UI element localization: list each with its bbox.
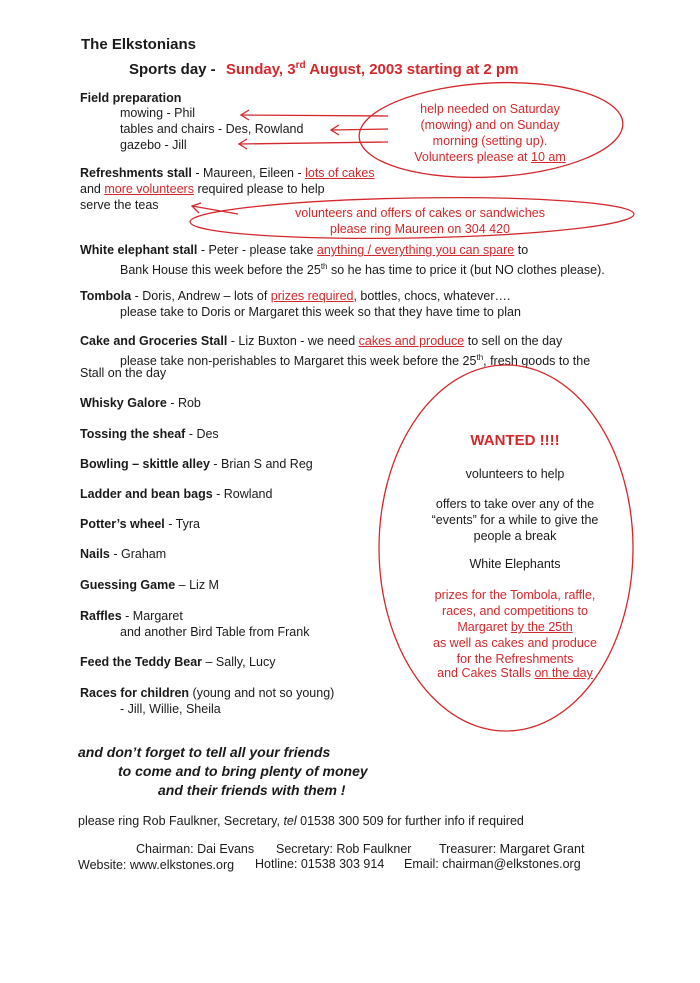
event-item-title: Feed the Teddy Bear	[80, 655, 203, 669]
arrow-tables-line	[331, 129, 388, 130]
event-date-a: Sunday, 3	[225, 61, 296, 78]
field-title: Field preparation	[80, 91, 182, 105]
wanted-prizes-6a: and Cakes Stalls	[437, 666, 535, 680]
refreshments-and: and	[80, 182, 105, 196]
wanted-prizes-3a: Margaret	[457, 620, 511, 634]
cake-line3: Stall on the day	[80, 366, 167, 380]
event-date-b: August, 2003 starting at 2 pm	[305, 61, 519, 78]
refreshments-note-ellipse	[190, 194, 635, 242]
field-tables: tables and chairs - Des, Rowland	[120, 122, 304, 136]
help-note-3: morning (setting up).	[432, 134, 548, 148]
closing-1: and don’t forget to tell all your friends	[78, 744, 331, 760]
closing-3: and their friends with them !	[158, 782, 346, 798]
white-elephant-line2a: Bank House this week before the 25	[120, 263, 321, 278]
footer-treasurer: Treasurer: Margaret Grant	[439, 842, 585, 856]
refreshments-note-2: please ring Maureen on 304 420	[330, 222, 510, 236]
refreshments-title: Refreshments stall	[80, 166, 192, 180]
wanted-prizes-4: as well as cakes and produce	[433, 636, 597, 650]
raffles-line2: and another Bird Table from Frank	[120, 625, 310, 639]
refreshments-line3: serve the teas	[80, 198, 159, 212]
help-note-4b: 10 am	[531, 150, 566, 164]
cake-b: to sell on the day	[464, 334, 563, 348]
wanted-offers-2: “events” for a while to give the	[431, 513, 599, 527]
help-note-2: (mowing) and on Sunday	[420, 118, 560, 132]
event-item-title: Ladder and bean bags	[80, 487, 213, 501]
event-item-title: Bowling – skittle alley	[80, 457, 210, 471]
event-item-title: Potter’s wheel	[80, 517, 165, 531]
wanted-ellipse	[379, 365, 633, 731]
event-item-who: - Margaret	[121, 609, 183, 623]
wanted-prizes-6b: on the day	[534, 666, 593, 680]
white-elephant-a: - Peter - please take	[197, 243, 317, 257]
event-item-title: Nails	[80, 547, 110, 561]
footer-website: Website: www.elkstones.org	[78, 858, 235, 872]
footer-chairman: Chairman: Dai Evans	[136, 842, 255, 856]
white-elephant-b: to	[514, 243, 529, 257]
event-item-title: Races for children	[80, 686, 190, 700]
event-item-who: - Graham	[109, 547, 167, 561]
white-elephant-link: anything / everything you can spare	[316, 243, 515, 257]
wanted-title: WANTED !!!!	[470, 432, 560, 449]
event-item-title: Raffles	[80, 609, 122, 623]
event-item-title: Whisky Galore	[80, 396, 167, 410]
help-note-ellipse	[357, 76, 626, 184]
event-item-who: - Tyra	[164, 517, 200, 531]
wanted-prizes-5: for the Refreshments	[456, 652, 574, 666]
wanted-prizes-2: races, and competitions to	[442, 604, 588, 618]
event-item-who: - Rob	[166, 396, 201, 410]
field-mowing: mowing - Phil	[120, 106, 196, 120]
refreshments-note-1: volunteers and offers of cakes or sandwiches	[295, 206, 545, 220]
event-item-who: - Rowland	[212, 487, 273, 501]
wanted-offers-1: offers to take over any of the	[435, 497, 595, 511]
field-gazebo: gazebo - Jill	[120, 138, 187, 152]
wanted-offers-3: people a break	[473, 529, 557, 543]
event-item-who: - Brian S and Reg	[209, 457, 313, 471]
arrow-gazebo-line	[239, 142, 388, 144]
closing-2: to come and to bring plenty of money	[118, 763, 368, 779]
event-item-who: – Sally, Lucy	[202, 655, 276, 669]
cake-line2b: , fresh goods to the	[483, 354, 591, 369]
help-note-4a: Volunteers please at	[414, 150, 531, 164]
event-item-who: (young and not so young)	[189, 686, 335, 700]
contact-b: 01538 300 509 for further info if required	[296, 814, 524, 828]
footer-email: Email: chairman@elkstones.org	[404, 857, 581, 871]
tombola-a: - Doris, Andrew – lots of	[131, 289, 271, 303]
tombola-line2: please take to Doris or Margaret this week so that they have time to plan	[120, 305, 521, 319]
refreshments-cakes: lots of cakes	[305, 166, 375, 180]
white-elephant-sup: th	[320, 262, 328, 271]
wanted-prizes-1: prizes for the Tombola, raffle,	[434, 588, 596, 602]
org-title: The Elkstonians	[81, 36, 197, 53]
cake-line2a: please take non-perishables to Margaret this week before the 25	[120, 354, 477, 369]
contact-a: please ring Rob Faulkner, Secretary,	[78, 814, 284, 828]
footer-secretary: Secretary: Rob Faulkner	[276, 842, 412, 856]
contact-tel: tel	[283, 814, 297, 828]
wanted-volunteers: volunteers to help	[465, 467, 565, 481]
cake-title: Cake and Groceries Stall	[80, 334, 228, 348]
event-label: Sports day -	[129, 61, 216, 78]
refreshments-more: more volunteers	[104, 182, 194, 196]
cake-link: cakes and produce	[358, 334, 465, 348]
white-elephant-title: White elephant stall	[80, 243, 198, 257]
races-line2: - Jill, Willie, Sheila	[120, 702, 221, 716]
wanted-prizes-3b: by the 25th	[510, 620, 573, 634]
footer-hotline: Hotline: 01538 303 914	[255, 857, 385, 871]
arrow-teas-head	[192, 203, 201, 213]
help-note-1: help needed on Saturday	[420, 102, 560, 116]
event-date-sup: rd	[295, 60, 306, 71]
tombola-title: Tombola	[80, 289, 132, 303]
event-item-who: - Des	[185, 427, 219, 441]
wanted-white-elephants: White Elephants	[469, 557, 561, 571]
white-elephant-line2b: so he has time to price it (but NO clothes please).	[327, 263, 605, 278]
event-item-who: – Liz M	[175, 578, 219, 592]
refreshments-names: - Maureen, Eileen -	[191, 166, 306, 180]
refreshments-rest: required please to help	[193, 182, 325, 196]
event-item-title: Tossing the sheaf	[80, 427, 186, 441]
cake-a: - Liz Buxton - we need	[227, 334, 359, 348]
cake-sup: th	[476, 353, 484, 362]
event-item-title: Guessing Game	[80, 578, 176, 592]
tombola-link: prizes required	[270, 289, 354, 303]
tombola-b: , bottles, chocs, whatever….	[353, 289, 511, 303]
arrow-mowing-line	[241, 115, 388, 116]
